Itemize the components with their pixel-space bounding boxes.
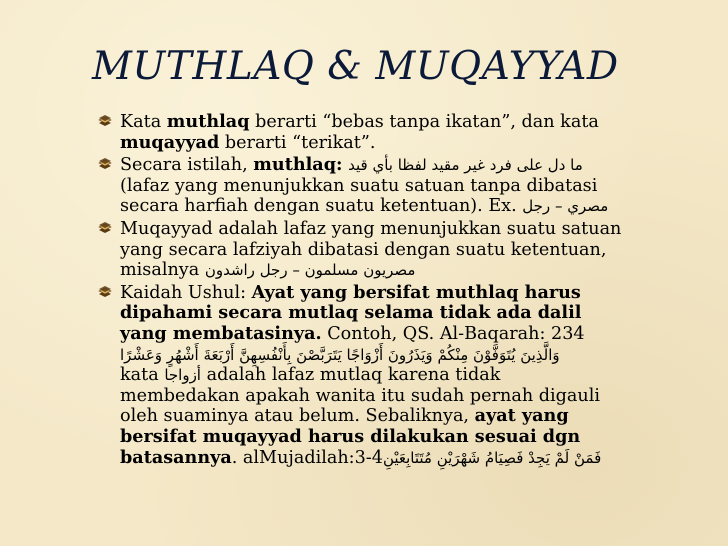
text-run: berarti “terikat”. bbox=[219, 132, 376, 153]
text-line bbox=[120, 345, 702, 366]
arabic-text: ما دل على فرد غير مقيد لفظا بأي قيد bbox=[348, 156, 583, 175]
bold-run: ayat yang bbox=[474, 405, 569, 427]
book-icon bbox=[98, 157, 112, 171]
bold-run: muqayyad bbox=[120, 131, 220, 153]
text-line bbox=[120, 427, 702, 448]
arabic-text: وَالَّذِينَ يُتَوَفَّوْنَ مِنْكُمْ وَيَذَرُونَ أَزْوَاجًا يَتَرَبَّصْنَ بِأَنْفُسِهِنَّ أَرْبَعَةَ أَشْهُرٍ وَعَشْرًا bbox=[120, 345, 560, 364]
arabic-text: أزواجا bbox=[164, 366, 201, 385]
bullet-item bbox=[98, 283, 702, 468]
text-run: yang secara lafziyah dibatasi dengan suatu ketentuan, bbox=[120, 239, 607, 260]
text-run: adalah lafaz mutlaq karena tidak bbox=[200, 365, 501, 386]
book-icon bbox=[98, 221, 112, 235]
text-run: Contoh, QS. Al-Baqarah: 234 bbox=[321, 323, 585, 344]
bold-run: dipahami secara mutlaq selama tidak ada dalil bbox=[120, 302, 582, 324]
text-run: kata bbox=[120, 365, 165, 386]
text-line bbox=[120, 406, 702, 427]
text-run: (lafaz yang menunjukkan suatu satuan tanpa dibatasi bbox=[120, 175, 598, 196]
text-line bbox=[120, 365, 702, 386]
arabic-text: فَمَنْ لَمْ يَجِدْ فَصِيَامُ شَهْرَيْنِ مُتَتَابِعَيْنِ bbox=[382, 448, 602, 467]
text-line bbox=[120, 196, 702, 217]
text-run: membedakan apakah wanita itu sudah pernah digauli bbox=[120, 385, 600, 406]
text-run: secara harfiah dengan suatu ketentuan). Ex. bbox=[120, 196, 523, 217]
text-run: . alMujadilah:3-4 bbox=[231, 447, 383, 468]
bold-run: bersifat muqayyad harus dilakukan sesuai dgn bbox=[120, 425, 581, 447]
text-run: Secara istilah, bbox=[120, 155, 254, 176]
text-line bbox=[120, 386, 702, 407]
bullet-item bbox=[98, 219, 702, 281]
text-line bbox=[120, 133, 702, 154]
text-run: Kaidah Ushul: bbox=[120, 282, 252, 303]
text-line bbox=[120, 303, 702, 324]
text-line bbox=[120, 240, 702, 261]
text-run: Kata bbox=[120, 112, 167, 132]
text-line bbox=[120, 219, 702, 240]
bold-run: Ayat yang bersifat muthlaq harus bbox=[251, 281, 581, 303]
book-icon bbox=[98, 114, 112, 128]
slide-title: MUTHLAQ & MUQAYYAD bbox=[92, 44, 619, 89]
bullet-item bbox=[98, 112, 702, 153]
text-line bbox=[120, 283, 702, 304]
text-run: oleh suaminya atau belum. Sebaliknya, bbox=[120, 406, 475, 427]
text-line bbox=[120, 112, 702, 133]
bold-run: yang membatasinya. bbox=[120, 322, 322, 344]
bullet-item bbox=[98, 155, 702, 217]
book-icon bbox=[98, 285, 112, 299]
text-run: misalnya bbox=[120, 260, 205, 281]
arabic-text: مصري – رجل bbox=[522, 197, 609, 216]
slide-body bbox=[98, 112, 702, 468]
bold-run: muthlaq: bbox=[253, 154, 343, 176]
text-line bbox=[120, 448, 702, 469]
arabic-text: مصريون مسلمون – رجل راشدون bbox=[204, 261, 416, 280]
text-line bbox=[120, 324, 702, 345]
text-line bbox=[120, 176, 702, 197]
text-line bbox=[120, 155, 702, 176]
text-run: Muqayyad adalah lafaz yang menunjukkan suatu satuan bbox=[120, 218, 622, 239]
text-line bbox=[120, 260, 702, 281]
text-run: berarti “bebas tanpa ikatan”, dan kata bbox=[249, 112, 599, 132]
bold-run: batasannya bbox=[120, 446, 232, 468]
bold-run: muthlaq bbox=[166, 111, 250, 132]
